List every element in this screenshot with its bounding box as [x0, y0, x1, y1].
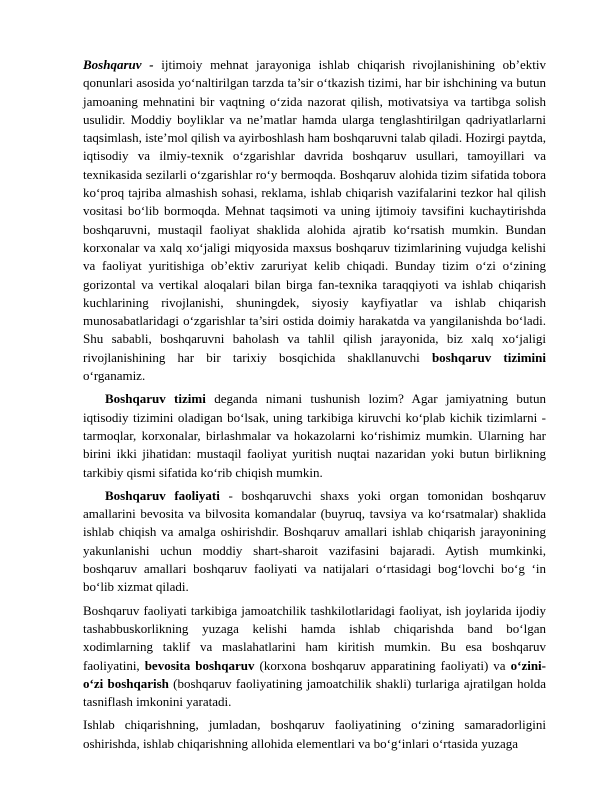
text-run: ijtimoiy mehnat jarayoniga ishlab chiqarish rivojlanishining ob’ektiv qonunlari asosida yo‘naltirilgan tarzda ta’sir o‘tkazish tizimi, har bir ishchining va butun jamoaning mehnatini bir vaqtning o‘zida nazorat qilish, motivatsiya va tartibga solish usulidir. Moddiy boyliklar va ne’matlar hamda ularga tenglashtirilgan qadriyatlarlarni taqsimlash, iste’mol qilish va ayirboshlash ham boshqaruvni talab qiladi. Hozirgi paytda, iqtisodiy va ilmiy-texnik o‘zgarishlar davrida boshqaruv usullari, tamoyillari va texnikasida sezilarli o‘zgarishlar ro‘y bermoqda. Boshqaruv alohida tizim sifatida tobora ko‘proq tajriba almashish sohasi, reklama, ishlab chiqarish vazifalarini tezkor hal qilish vositasi bo‘lib bormoqda. Mehnat taqsimoti va uning ijtimoiy tavsifini kuchaytirishda boshqaruvni, mustaqil faoliyat shaklida alohida ajratib ko‘rsatish mumkin. Bundan korxonalar va xalq xo‘jaligi miqyosida maxsus boshqaruv tizimlarining vujudga kelishi va faoliyat yuritishiga ob’ektiv zaruriyat kelib chiqadi. Bunday tizim o‘zi o‘zining gorizontal va vertikal aloqalari bilan birga fan-texnika taraqqiyoti va ishlab chiqarish kuchlarining rivojlanishi, shuningdek, siyosiy kayfiyatlar va ishlab chiqarish munosabatlaridagi o‘zgarishlar ta’siri ostida doimiy harakatda va yangilanishda bo‘ladi. Shu sababli, boshqaruvni baholash va tahlil qilish jarayonida, biz xalq xo‘jaligi rivojlanishining har bir tarixiy bosqichida shakllanuvchi — [83, 57, 546, 365]
text-run: o‘rganamiz. — [83, 368, 146, 384]
text-run: deganda nimani tushunish lozim? Agar jamiyatning butun iqtisodiy tizimini oladigan bo‘lsak, uning tarkibiga kiruvchi ko‘plab kichik tizimlarni - tarmoqlar, korxonalar, birlashmalar va hokazolarni ko‘rishimiz mumkin. Ularning har birini ikki jihatidan: mustaqil faoliyat yuritish nuqtai nazaridan yoki butun birlikning tarkibiy qismi sifatida ko‘rib chiqish mumkin. — [83, 391, 546, 480]
term-bevosita-boshqaruv: bevosita boshqaruv — [144, 657, 255, 673]
paragraph-boshqaruv-faoliyati — [83, 487, 546, 597]
paragraph-boshqaruv-tizimi — [83, 390, 546, 481]
paragraph-ishlab-chiqarish — [83, 716, 546, 753]
term-boshqaruv-tizimi: Boshqaruv tizimi — [105, 391, 206, 407]
term-boshqaruv: Boshqaruv - — [83, 57, 154, 72]
text-run: (korxona boshqaruv apparatining faoliyati) va — [254, 657, 511, 673]
text-run: Boshqaruv faoliyati tarkibiga jamoatchilik tashkilotlaridagi faoliyat, ish joylarida ijodiy tashabbuskorlikning yuzaga kelishi hamda ishlab chiqarishda band bo‘lgan xodimlarning taklif va maslahatlarini ham kiritish mumkin. Bu esa boshqaruv faoliyatini, — [83, 602, 546, 673]
text-run: - boshqaruvchi shaxs yoki organ tomonidan boshqaruv amallarini bevosita va bilvosita komandalar (buyruq, tavsiya va ko‘rsatmalar) shaklida ishlab chiqish va amalga oshirishdir. Boshqaruv amallari ishlab chiqarish jarayonining yakunlanishi uchun moddiy shart-sharoit vazifasini bajaradi. Aytish mumkinki, boshqaruv amallari boshqaruv faoliyati va natijalari o‘rtasidagi bog‘lovchi bo‘g ‘in bo‘lib xizmat qiladi. — [83, 487, 547, 595]
document-page — [83, 56, 546, 758]
text-run: (boshqaruv faoliyatining jamoatchilik shakli) turlariga ajratilgan holda tasniflash imkonini yaratadi. — [83, 675, 546, 710]
paragraph-boshqaruv-definition — [83, 56, 546, 385]
text-run: Ishlab chiqarishning, jumladan, boshqaruv faoliyatining o‘zining samaradorligini oshirishda, ishlab chiqarishning allohida elementlari va bo‘g‘inlari o‘rtasida yuzaga — [83, 717, 546, 751]
paragraph-faoliyat-tarkibi — [83, 602, 546, 712]
term-boshqaruv-tizimini: boshqaruv tizimini — [431, 349, 546, 365]
term-ozini-ozi-boshqarish: o‘zini-o‘zi boshqarish — [83, 657, 546, 691]
term-boshqaruv-faoliyati: Boshqaruv faoliyati — [105, 487, 220, 503]
